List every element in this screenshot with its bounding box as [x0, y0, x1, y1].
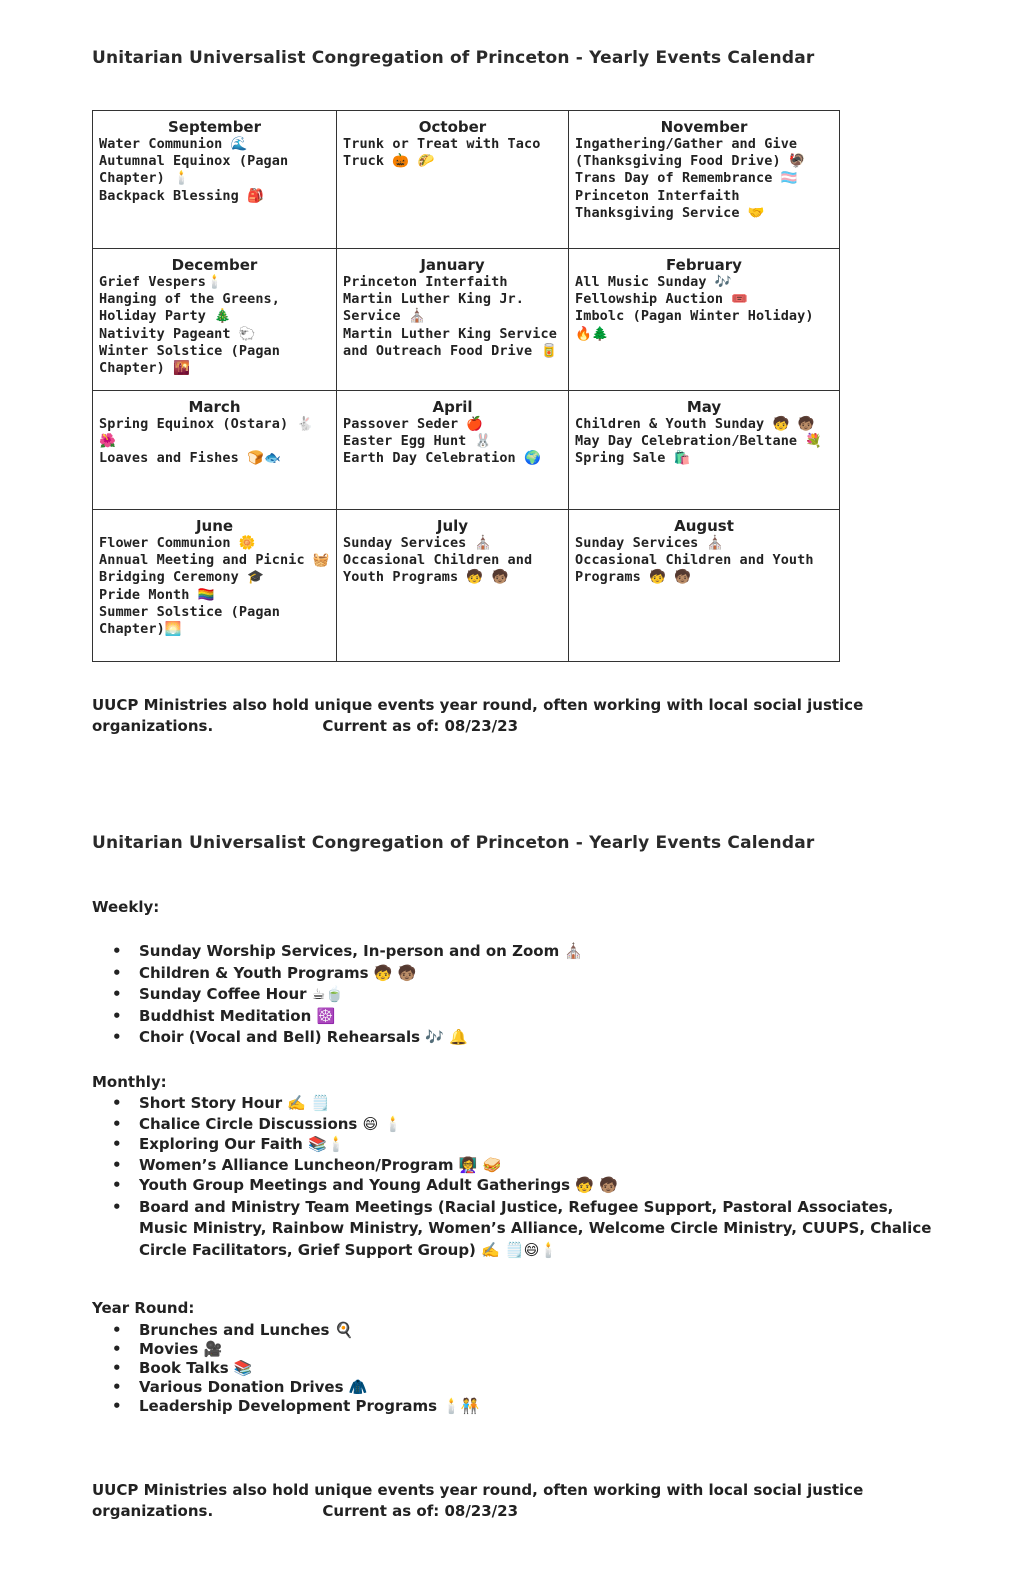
- event-item: Backpack Blessing 🎒: [99, 187, 265, 204]
- current-as-of: Current as of: 08/23/23: [322, 717, 519, 735]
- list-item: • Exploring Our Faith 📚🕯️: [112, 1135, 932, 1155]
- calendar-row: [93, 510, 840, 662]
- weekly-heading: Weekly:: [92, 898, 160, 916]
- list-item: • Sunday Coffee Hour ☕🍵: [112, 984, 932, 1006]
- month-cell-december: [93, 249, 337, 391]
- list-item: • Choir (Vocal and Bell) Rehearsals 🎶 🔔: [112, 1027, 932, 1049]
- current-as-of: Current as of: 08/23/23: [322, 1502, 519, 1520]
- event-item: Winter Solstice (Pagan Chapter) 🌇: [99, 342, 289, 377]
- event-item: Trunk or Treat with Taco Truck 🎃 🌮: [343, 136, 549, 170]
- month-cell-march: [93, 391, 337, 510]
- month-cell-february: [569, 249, 840, 391]
- event-item: Sunday Services ⛪: [575, 535, 724, 551]
- month-name: June: [195, 517, 234, 535]
- month-cell-august: [569, 510, 840, 662]
- event-item: Spring Equinox (Ostara) 🐇🌺: [99, 416, 314, 450]
- month-cell-october: [337, 111, 569, 249]
- month-name: March: [188, 398, 241, 416]
- event-item: Summer Solstice (Pagan Chapter)🌅: [99, 603, 289, 638]
- event-item: Bridging Ceremony 🎓: [99, 569, 265, 586]
- event-item: Trans Day of Remembrance 🏳️‍⚧️: [575, 170, 798, 187]
- list-item: • Various Donation Drives 🧥: [112, 1378, 932, 1397]
- list-item: • Chalice Circle Discussions 😄 🕯️: [112, 1115, 932, 1135]
- ministries-note-2: [92, 1480, 912, 1522]
- list-item: • Movies 🎥: [112, 1340, 932, 1359]
- event-item: Water Communion 🌊: [99, 136, 248, 152]
- weekly-list: [112, 941, 932, 1049]
- list-item: • Children & Youth Programs 🧒 🧒🏽: [112, 963, 932, 985]
- event-item: May Day Celebration/Beltane 💐: [575, 433, 823, 450]
- month-cell-january: [337, 249, 569, 391]
- year-round-list: [112, 1321, 932, 1416]
- month-name: July: [436, 517, 469, 535]
- page-title: Unitarian Universalist Congregation of Princeton - Yearly Events Calendar: [92, 48, 815, 68]
- event-item: Hanging of the Greens, Holiday Party 🎄: [99, 291, 289, 325]
- list-item: • Buddhist Meditation ☸️: [112, 1006, 932, 1028]
- event-item: Grief Vespers🕯️: [99, 274, 223, 290]
- list-item: • Women’s Alliance Luncheon/Program 👩‍🏫 🥪: [112, 1156, 932, 1176]
- list-item: • Brunches and Lunches 🍳: [112, 1321, 932, 1340]
- month-name: May: [686, 398, 722, 416]
- ministries-note-text: UUCP Ministries also hold unique events year round, often working with local social justice organizations.: [92, 1481, 864, 1520]
- events-calendar-table: [92, 110, 840, 662]
- event-item: Nativity Pageant 🐑: [99, 325, 256, 342]
- year-round-heading: Year Round:: [92, 1299, 195, 1317]
- event-item: Autumnal Equinox (Pagan Chapter) 🕯️: [99, 153, 297, 187]
- month-cell-november: [569, 111, 840, 249]
- month-name: April: [432, 398, 473, 416]
- event-item: Occasional Children and Youth Programs 🧒 🧒🏽: [575, 552, 822, 586]
- month-cell-june: [93, 510, 337, 662]
- calendar-row: [93, 111, 840, 249]
- month-name: February: [666, 256, 742, 274]
- month-cell-april: [337, 391, 569, 510]
- page-title-2: Unitarian Universalist Congregation of Princeton - Yearly Events Calendar: [92, 833, 815, 853]
- calendar-row: [93, 249, 840, 391]
- event-item: Fellowship Auction 🎟️: [575, 291, 749, 308]
- list-item: • Short Story Hour ✍️ 🗒️: [112, 1094, 932, 1114]
- list-item: • Leadership Development Programs 🕯️🧑‍🤝‍🧑: [112, 1397, 932, 1416]
- event-item: Spring Sale 🛍️: [575, 450, 691, 467]
- event-item: Martin Luther King Service and Outreach Food Drive 🥫: [343, 325, 566, 359]
- ministries-note: [92, 695, 912, 737]
- event-item: Easter Egg Hunt 🐰: [343, 433, 492, 450]
- event-item: Occasional Children and Youth Programs 🧒 🧒🏽: [343, 552, 541, 586]
- event-item: Imbolc (Pagan Winter Holiday) 🔥🌲: [575, 308, 822, 342]
- month-name: December: [171, 256, 258, 274]
- monthly-list: [112, 1094, 932, 1262]
- month-name: September: [168, 118, 261, 136]
- event-item: Flower Communion 🌼: [99, 535, 256, 551]
- list-item: • Book Talks 📚: [112, 1359, 932, 1378]
- ministries-note-text: UUCP Ministries also hold unique events year round, often working with local social justice organizations.: [92, 696, 864, 735]
- month-name: January: [420, 256, 485, 274]
- month-name: October: [418, 118, 487, 136]
- event-item: Princeton Interfaith Martin Luther King Jr. Service ⛪: [343, 274, 533, 325]
- month-cell-september: [93, 111, 337, 249]
- calendar-row: [93, 391, 840, 510]
- month-cell-july: [337, 510, 569, 662]
- list-item: • Sunday Worship Services, In-person and on Zoom ⛪: [112, 941, 932, 963]
- event-item: Ingathering/Gather and Give (Thanksgiving Food Drive) 🦃: [575, 136, 806, 170]
- month-name: November: [660, 118, 748, 136]
- event-item: Loaves and Fishes 🍞🐟: [99, 450, 281, 467]
- month-name: August: [674, 517, 734, 535]
- event-item: Sunday Services ⛪: [343, 535, 492, 551]
- event-item: Pride Month 🏳️‍🌈: [99, 586, 215, 603]
- event-item: Children & Youth Sunday 🧒 🧒🏽: [575, 416, 815, 432]
- event-item: Princeton Interfaith Thanksgiving Service 🤝: [575, 187, 765, 221]
- list-item: • Youth Group Meetings and Young Adult Gatherings 🧒 🧒🏽: [112, 1176, 932, 1196]
- event-item: Annual Meeting and Picnic 🧺: [99, 552, 330, 569]
- monthly-heading: Monthly:: [92, 1073, 167, 1091]
- event-item: Earth Day Celebration 🌍: [343, 450, 541, 467]
- event-item: All Music Sunday 🎶: [575, 274, 732, 290]
- month-cell-may: [569, 391, 840, 510]
- list-item: • Board and Ministry Team Meetings (Racial Justice, Refugee Support, Pastoral Associates, Music Ministry, Rainbow Ministry, Women’s Alliance, Welcome Circle Ministry, CUUPS, Chalice Circle Facilitators, Grief Support Group) ✍️ 🗒️😄🕯️: [112, 1197, 932, 1262]
- event-item: Passover Seder 🍎: [343, 416, 484, 432]
